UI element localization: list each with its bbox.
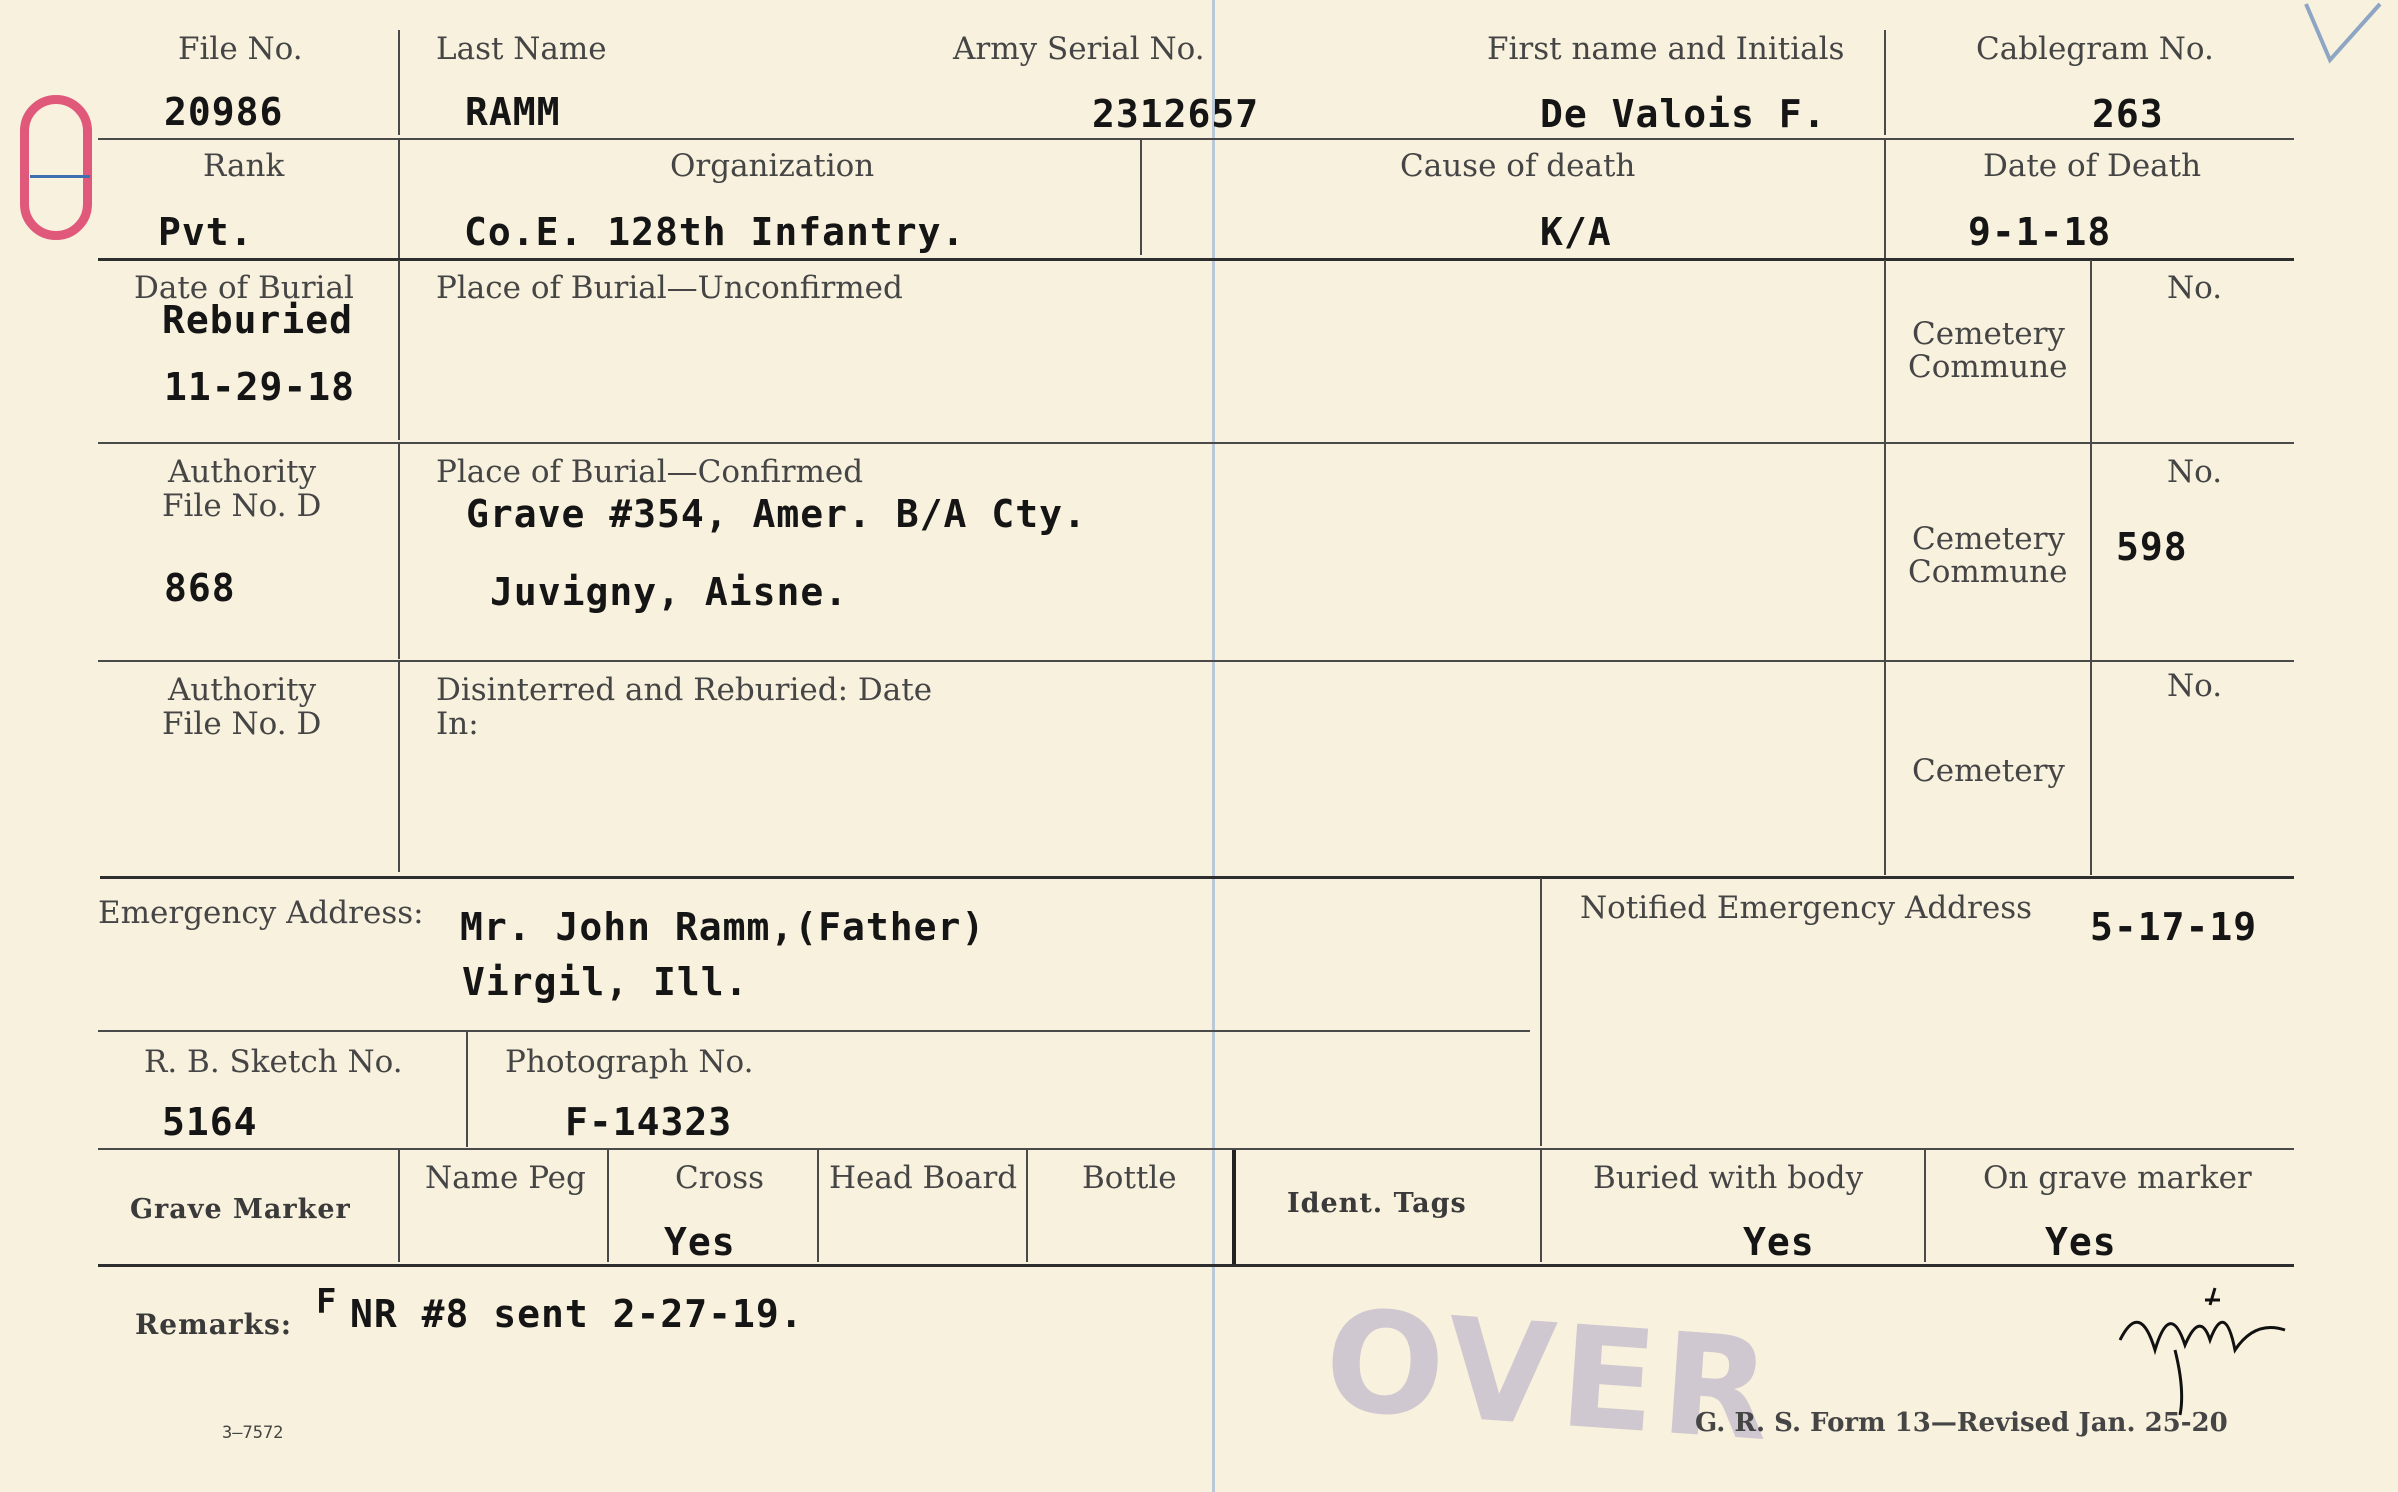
emergency-address-line-1: Mr. John Ramm,(Father) [460, 905, 986, 949]
head-board-label: Head Board [829, 1160, 1018, 1196]
ident-tags-label: Ident. Tags [1287, 1188, 1467, 1219]
row-line [98, 1030, 1530, 1032]
rank-value: Pvt. [158, 210, 254, 254]
row-line [98, 442, 2294, 444]
organization-label: Organization [670, 148, 875, 184]
tab-mark-line [30, 175, 90, 178]
divider [1026, 1150, 1028, 1262]
commune-label-1: Commune [1908, 349, 2068, 385]
notified-date-value: 5-17-19 [2090, 905, 2258, 949]
photograph-value: F-14323 [565, 1100, 733, 1144]
no-label-3: No. [2167, 668, 2223, 704]
date-of-burial-value: 11-29-18 [164, 365, 356, 409]
grave-marker-label: Grave Marker [130, 1194, 351, 1225]
file-no-d-label-1: File No. D [162, 488, 322, 524]
file-no-value: 20986 [164, 90, 284, 134]
row-line [98, 660, 2294, 662]
commune-label-2: Commune [1908, 554, 2068, 590]
last-name-value: RAMM [465, 90, 561, 134]
fold-line [1212, 0, 1215, 1492]
divider [398, 260, 400, 440]
divider [1540, 878, 1542, 1146]
divider [1884, 140, 1886, 260]
photograph-label: Photograph No. [505, 1044, 754, 1080]
check-mark-icon [2300, 0, 2390, 70]
divider [1884, 260, 1886, 875]
disinterred-label: Disinterred and Reburied: Date [436, 672, 933, 708]
row-line [98, 138, 2294, 140]
divider [398, 1150, 400, 1262]
divider [2090, 260, 2092, 875]
cemetery-label-1: Cemetery [1912, 316, 2065, 352]
divider [1140, 140, 1142, 255]
divider [607, 1150, 609, 1262]
remarks-prefix: F [316, 1282, 338, 1322]
rb-sketch-label: R. B. Sketch No. [144, 1044, 403, 1080]
no-label-2: No. [2167, 454, 2223, 490]
army-serial-label: Army Serial No. [953, 31, 1205, 67]
divider [398, 30, 400, 135]
divider [1924, 1150, 1926, 1262]
organization-value: Co.E. 128th Infantry. [464, 210, 966, 254]
last-name-label: Last Name [436, 31, 607, 67]
divider [1540, 1150, 1542, 1262]
notified-label: Notified Emergency Address [1580, 890, 2033, 926]
cross-label: Cross [675, 1160, 765, 1196]
on-grave-marker-value: Yes [2045, 1220, 2117, 1264]
date-of-death-label: Date of Death [1983, 148, 2202, 184]
cemetery-label-2: Cemetery [1912, 521, 2065, 557]
form-number: 3—7572 [222, 1423, 284, 1443]
divider [1884, 30, 1886, 135]
rank-label: Rank [203, 148, 285, 184]
cablegram-label: Cablegram No. [1976, 31, 2214, 67]
emergency-address-label: Emergency Address: [98, 895, 424, 931]
form-title: G. R. S. Form 13—Revised Jan. 25-20 [1695, 1408, 2228, 1438]
army-serial-value: 2312657 [1092, 92, 1260, 136]
buried-with-body-value: Yes [1743, 1220, 1815, 1264]
on-grave-marker-label: On grave marker [1983, 1160, 2252, 1196]
in-label: In: [436, 706, 479, 742]
divider [1232, 1150, 1236, 1264]
row-line [100, 876, 2294, 879]
bottle-label: Bottle [1082, 1160, 1177, 1196]
cemetery-no-value: 598 [2116, 525, 2188, 569]
pink-tab-mark [20, 95, 92, 240]
file-no-d-label-2: File No. D [162, 706, 322, 742]
name-peg-label: Name Peg [425, 1160, 586, 1196]
place-confirmed-line-1: Grave #354, Amer. B/A Cty. [466, 492, 1087, 536]
no-label-1: No. [2167, 270, 2223, 306]
place-confirmed-label: Place of Burial—Confirmed [436, 454, 864, 490]
authority-label-1: Authority [168, 454, 317, 490]
row-line [98, 258, 2294, 261]
divider [398, 662, 400, 872]
remarks-label: Remarks: [135, 1308, 293, 1341]
divider [817, 1150, 819, 1262]
first-name-label: First name and Initials [1487, 31, 1845, 67]
date-of-death-value: 9-1-18 [1968, 210, 2112, 254]
cause-of-death-value: K/A [1540, 210, 1612, 254]
over-stamp: OVER [1319, 1279, 1782, 1474]
initials-signature-icon [2115, 1280, 2295, 1420]
buried-with-body-label: Buried with body [1593, 1160, 1864, 1196]
divider [398, 444, 400, 659]
cemetery-label-3: Cemetery [1912, 753, 2065, 789]
authority-label-2: Authority [168, 672, 317, 708]
place-confirmed-line-2: Juvigny, Aisne. [490, 570, 849, 614]
cross-value: Yes [664, 1220, 736, 1264]
divider [466, 1032, 468, 1147]
cablegram-value: 263 [2092, 92, 2164, 136]
date-of-burial-label: Date of Burial [134, 270, 354, 306]
first-name-value: De Valois F. [1540, 92, 1827, 136]
authority-no-value: 868 [164, 566, 236, 610]
remarks-value: NR #8 sent 2-27-19. [350, 1292, 804, 1336]
cause-of-death-label: Cause of death [1400, 148, 1636, 184]
rb-sketch-value: 5164 [162, 1100, 258, 1144]
file-no-label: File No. [178, 31, 303, 67]
divider [398, 140, 400, 260]
place-unconfirmed-label: Place of Burial—Unconfirmed [436, 270, 903, 306]
row-line [98, 1148, 2294, 1150]
row-line [98, 1264, 2294, 1267]
emergency-address-line-2: Virgil, Ill. [462, 960, 749, 1004]
burial-note: Reburied [162, 298, 354, 342]
